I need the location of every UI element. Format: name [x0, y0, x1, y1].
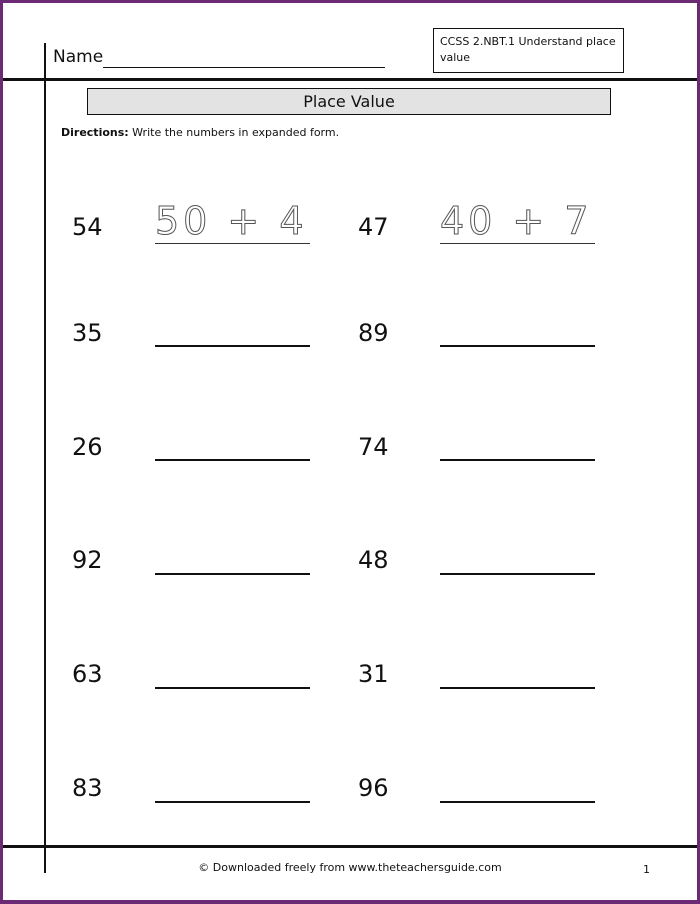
footer-divider: [3, 845, 697, 848]
answer-line-right-2[interactable]: [440, 345, 595, 347]
answer-line-right-3[interactable]: [440, 459, 595, 461]
directions: [61, 126, 339, 139]
answer-line-left-6[interactable]: [155, 801, 310, 803]
problem-number-right-1: 47: [358, 213, 389, 241]
answer-line-left-1[interactable]: [155, 243, 310, 244]
answer-line-right-5[interactable]: [440, 687, 595, 689]
footer-credit: © Downloaded freely from www.theteachersguide.com: [198, 861, 502, 874]
standard-text: CCSS 2.NBT.1 Understand place value: [440, 35, 616, 64]
problem-number-right-6: 96: [358, 774, 389, 802]
problem-number-left-2: 35: [72, 319, 103, 347]
name-label: Name: [53, 47, 104, 67]
answer-line-right-6[interactable]: [440, 801, 595, 803]
answer-line-right-4[interactable]: [440, 573, 595, 575]
directions-text: Write the numbers in expanded form.: [132, 126, 340, 139]
problem-number-left-5: 63: [72, 660, 103, 688]
worksheet-page: [3, 3, 697, 900]
problem-number-left-4: 92: [72, 546, 103, 574]
problem-number-right-5: 31: [358, 660, 389, 688]
answer-line-left-2[interactable]: [155, 345, 310, 347]
margin-line: [44, 43, 46, 873]
name-blank-line[interactable]: [103, 67, 385, 68]
answer-line-right-1[interactable]: [440, 243, 595, 244]
answer-line-left-5[interactable]: [155, 687, 310, 689]
page-title: Place Value: [87, 88, 611, 115]
page-number: 1: [643, 863, 650, 876]
problem-number-left-6: 83: [72, 774, 103, 802]
problem-number-right-2: 89: [358, 319, 389, 347]
traced-example-left-1: 50 + 4: [155, 199, 308, 243]
traced-example-right-1: 40 + 7: [440, 199, 593, 243]
problem-number-right-4: 48: [358, 546, 389, 574]
header-divider: [3, 78, 697, 81]
problem-number-right-3: 74: [358, 433, 389, 461]
problem-number-left-1: 54: [72, 213, 103, 241]
directions-label: Directions:: [61, 126, 129, 139]
standard-box: [433, 28, 624, 73]
problem-number-left-3: 26: [72, 433, 103, 461]
answer-line-left-4[interactable]: [155, 573, 310, 575]
answer-line-left-3[interactable]: [155, 459, 310, 461]
